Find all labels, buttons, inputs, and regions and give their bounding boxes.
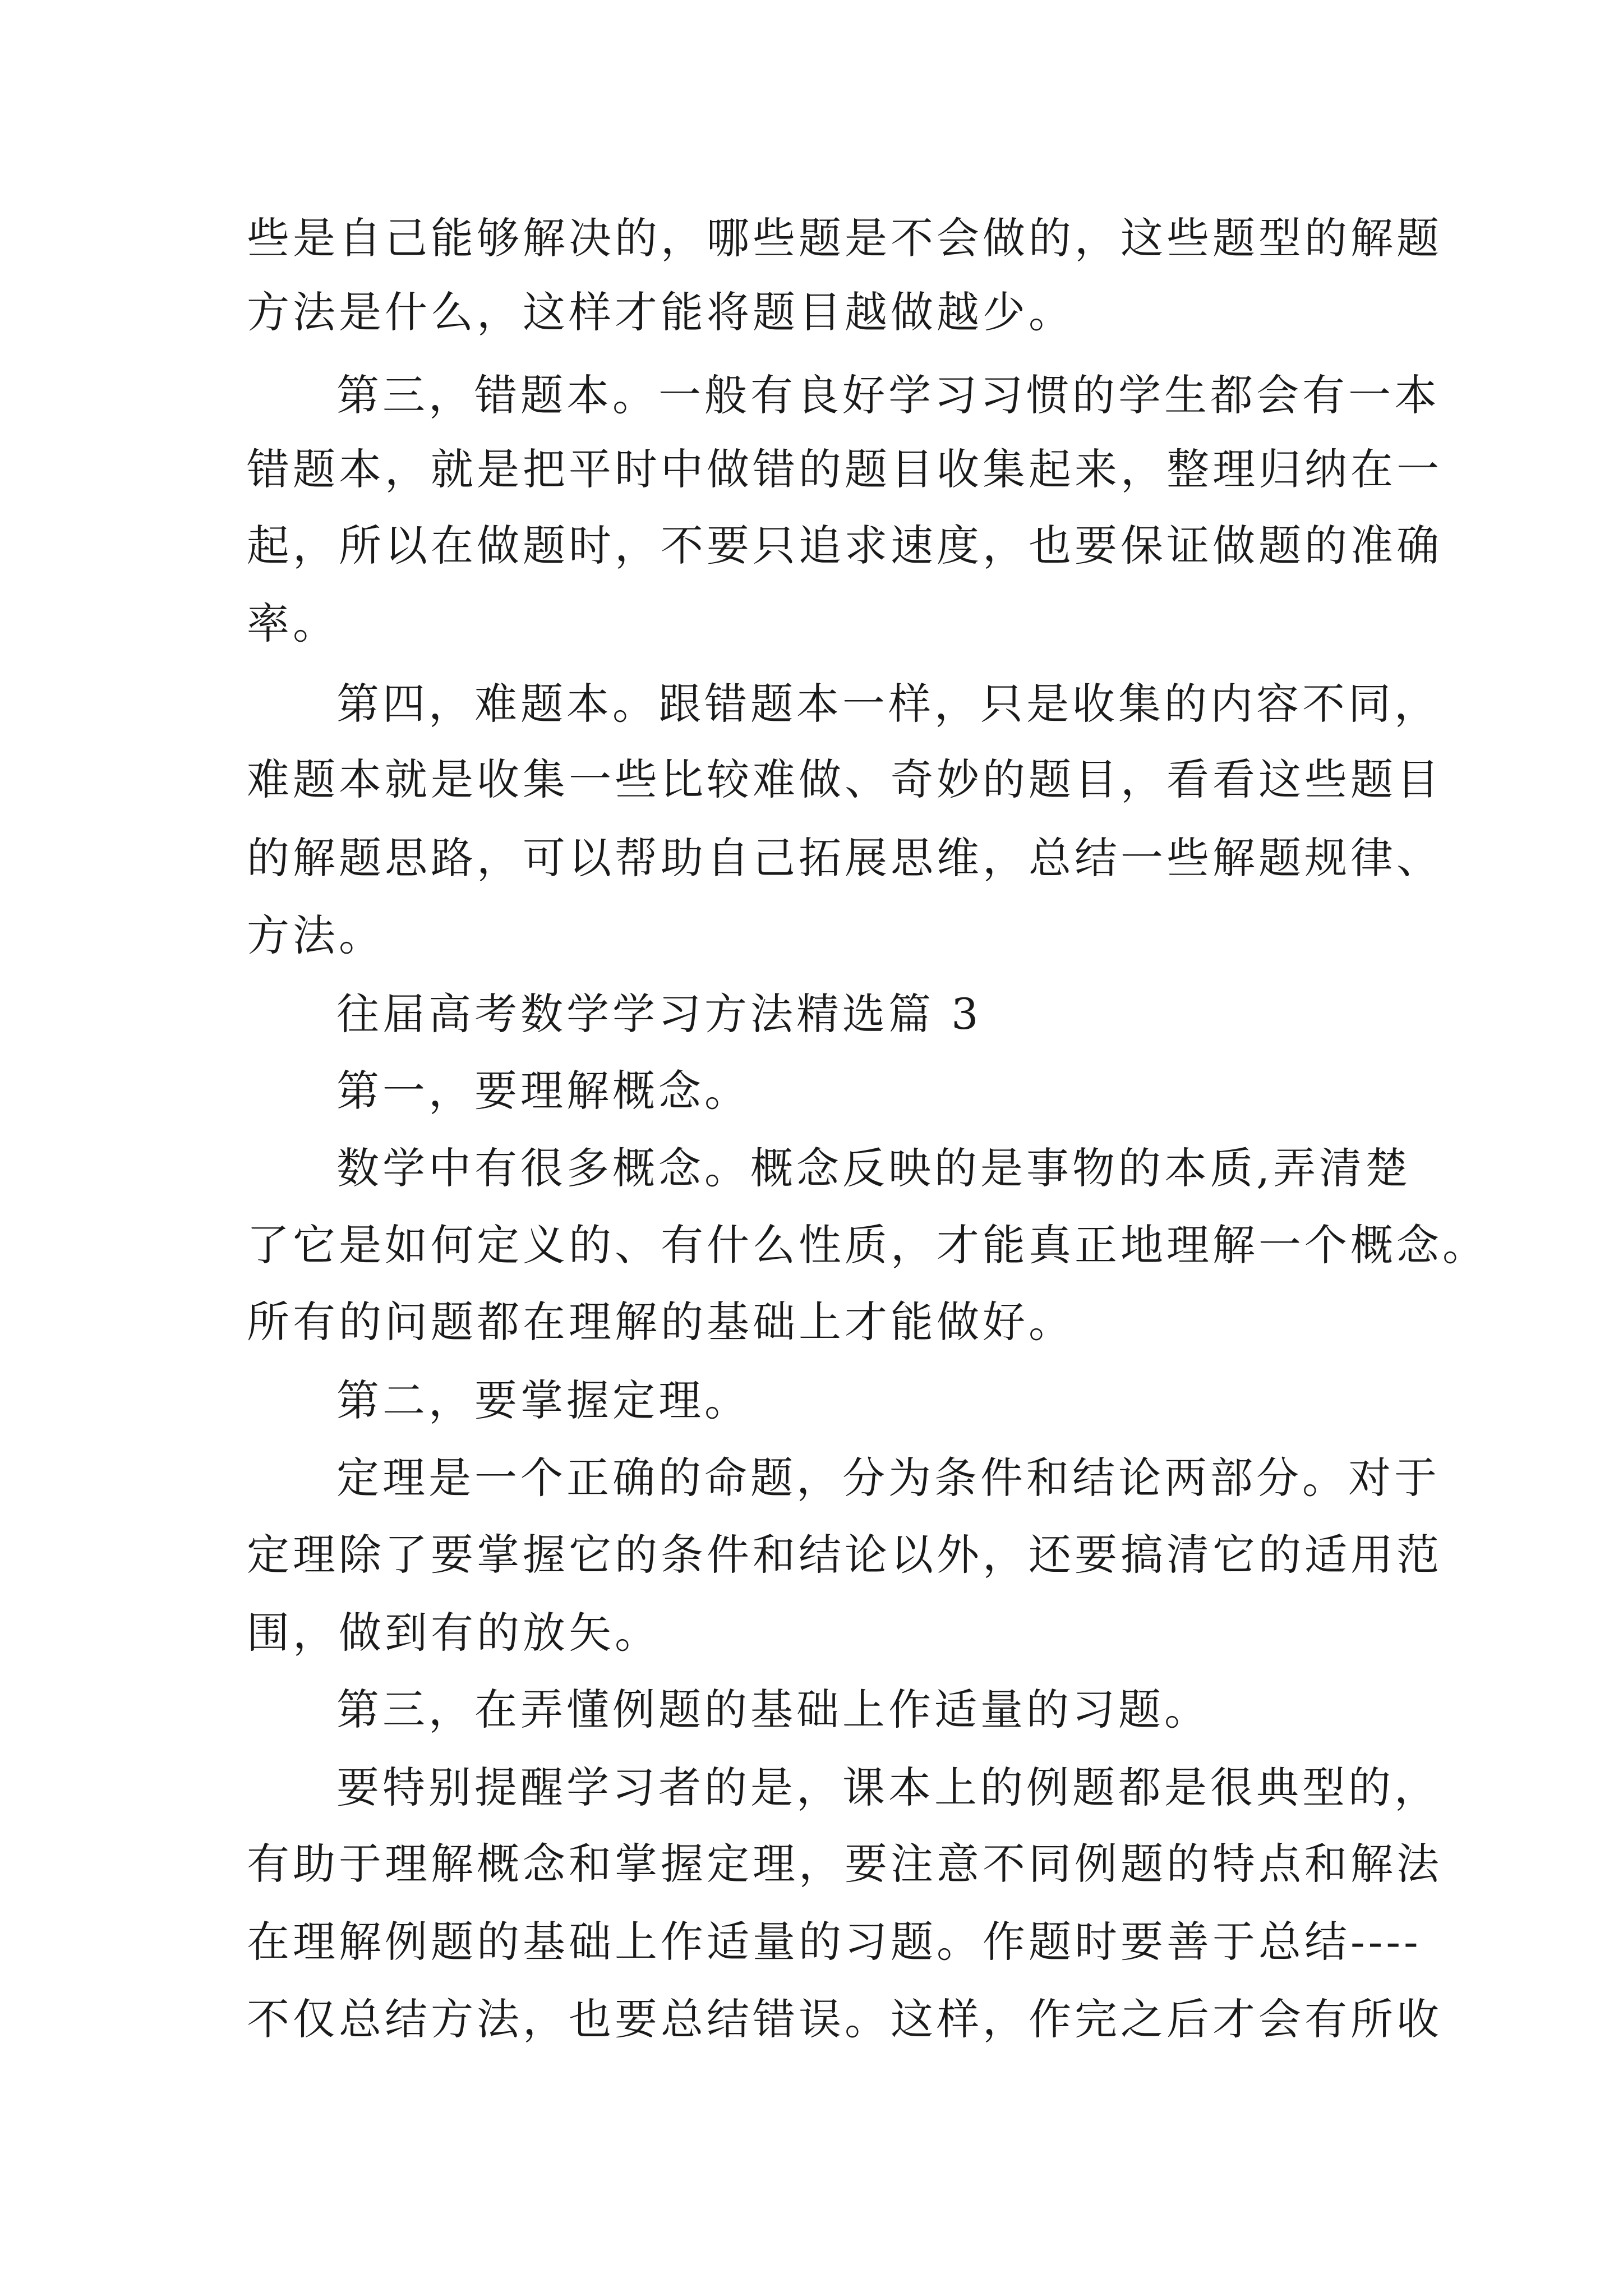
paragraph-line: 起，所以在做题时，不要只追求速度，也要保证做题的准确 [247,521,1442,570]
paragraph-line: 要特别提醒学习者的是，课本上的例题都是很典型的， [336,1763,1440,1812]
paragraph-line: 了它是如何定义的、有什么性质，才能真正地理解一个概念。 [247,1220,1488,1270]
subheading: 第二，要掌握定理。 [336,1375,750,1425]
paragraph-line: 第四，难题本。跟错题本一样，只是收集的内容不同， [336,679,1440,729]
paragraph-line: 难题本就是收集一些比较难做、奇妙的题目，看看这些题目 [247,754,1442,804]
paragraph-line: 定理是一个正确的命题，分为条件和结论两部分。对于 [336,1453,1440,1503]
section-heading: 往届高考数学学习方法精选篇 3 [336,989,982,1039]
subheading: 第一，要理解概念。 [336,1066,750,1116]
paragraph-line: 在理解例题的基础上作适量的习题。作题时要善于总结---- [247,1917,1422,1967]
paragraph-line: 所有的问题都在理解的基础上才能做好。 [247,1297,1075,1347]
paragraph-line: 错题本，就是把平时中做错的题目收集起来，整理归纳在一 [247,444,1442,494]
subheading: 第三，在弄懂例题的基础上作适量的习题。 [336,1685,1210,1734]
paragraph-line: 定理除了要掌握它的条件和结论以外，还要搞清它的适用范 [247,1530,1442,1580]
paragraph-line: 率。 [247,599,339,648]
paragraph-line: 不仅总结方法，也要总结错误。这样，作完之后才会有所收 [247,1994,1442,2044]
paragraph-line: 第三，错题本。一般有良好学习习惯的学生都会有一本 [336,370,1440,420]
paragraph-line: 些是自己能够解决的，哪些题是不会做的，这些题型的解题 [247,213,1442,263]
paragraph-line: 方法。 [247,910,385,960]
paragraph-line: 有助于理解概念和掌握定理，要注意不同例题的特点和解法 [247,1839,1442,1889]
paragraph-line: 数学中有很多概念。概念反映的是事物的本质,弄清楚 [336,1143,1412,1193]
paragraph-line: 方法是什么，这样才能将题目越做越少。 [247,287,1075,337]
paragraph-line: 的解题思路，可以帮助自己拓展思维，总结一些解题规律、 [247,833,1442,883]
paragraph-line: 围，做到有的放矢。 [247,1608,661,1658]
